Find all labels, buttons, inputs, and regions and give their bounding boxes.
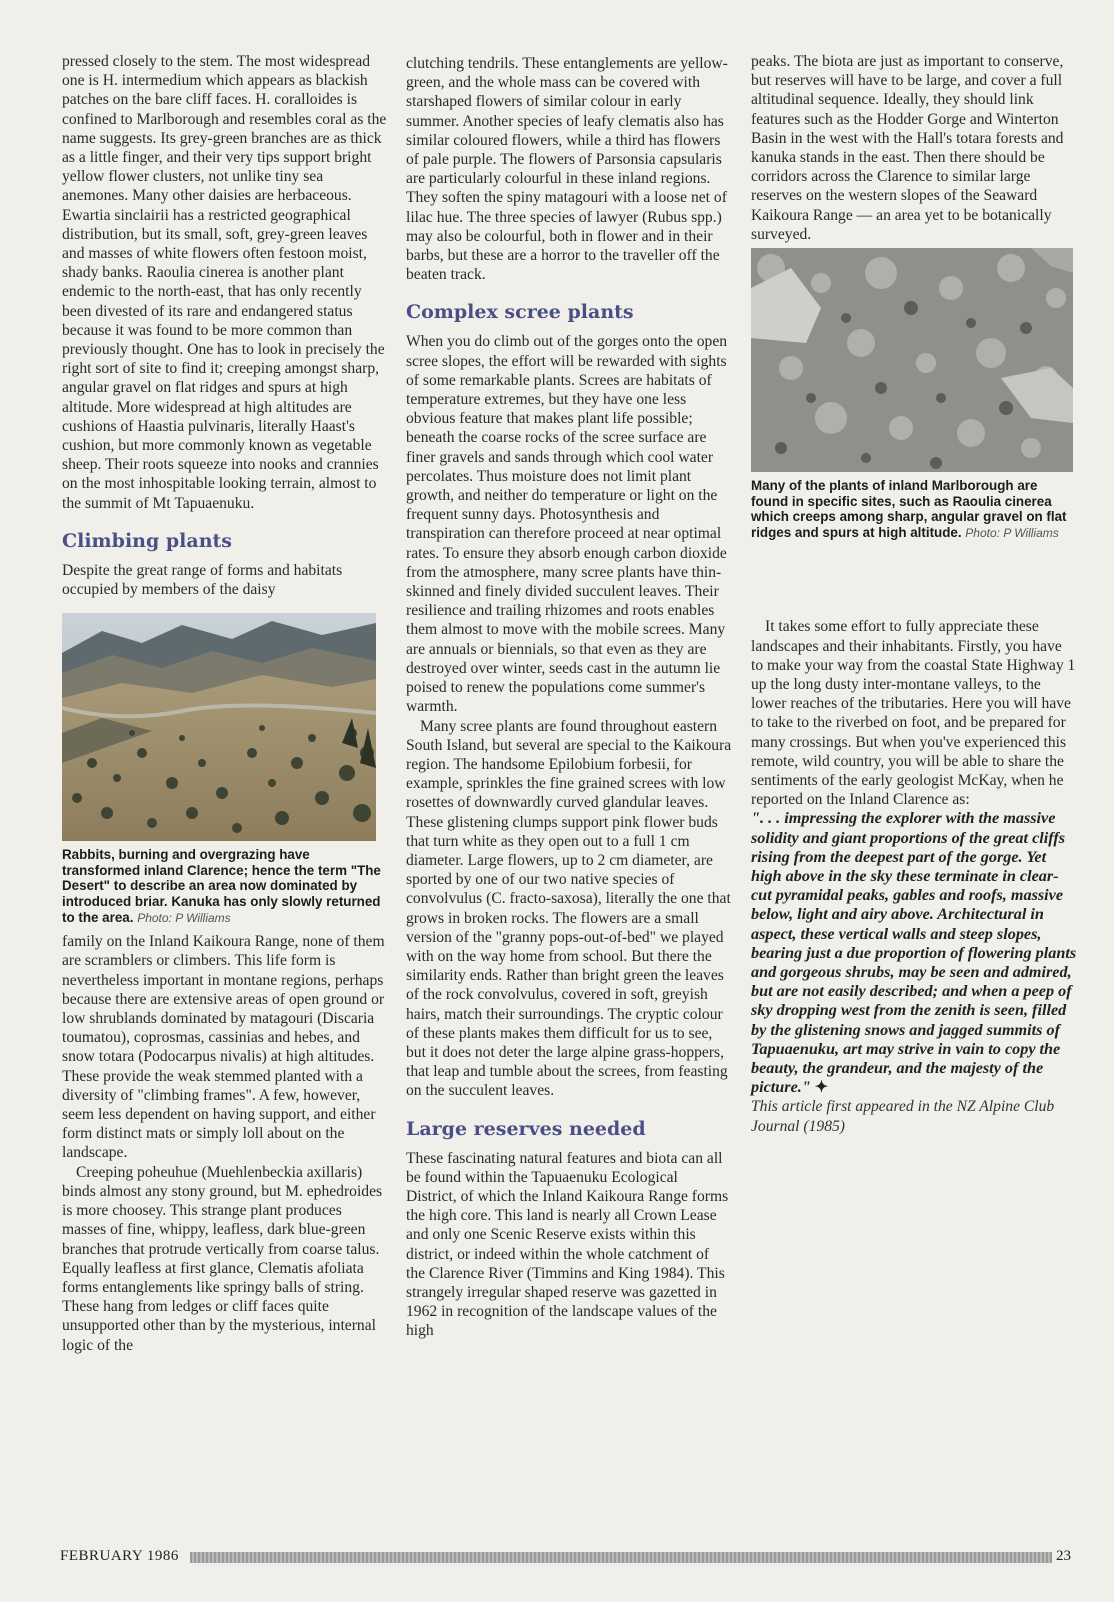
body-paragraph: Creeping poheuhue (Muehlenbeckia axillaris) binds almost any stony ground, but M. ephedroides is more choosey. This strange plant produces masses of fine, whippy, leafless, dark blue-green branches that protrude vertically from coarse talus. Equally leafless at first glance, Clematis afoliata forms entanglements like springy balls of string. These hang from ledges or cliff faces quite unsupported other than by the mysterious, internal logic of the: [62, 1163, 383, 1354]
section-heading-climbing-plants: Climbing plants: [62, 529, 232, 552]
photo-raoulia-cinerea: [751, 248, 1073, 472]
issue-date: FEBRUARY 1986: [60, 1548, 179, 1564]
photo-desert-landscape: [62, 613, 376, 841]
body-paragraph: clutching tendrils. These entanglements are yellow-green, and the whole mass can be covered with starshaped flowers of similar colour in early summer. Another species of leafy clematis also has similar coloured flowers, while a third has flowers of pale purple. The flowers of Parsonsia capsularis are particularly colourful in these inland regions. They soften the spiny matagouri with a loose net of lilac hue. The three species of lawyer (Rubus spp.) may also be colourful, both in flower and in their barbs, but these are a horror to the traveller off the beaten track.: [406, 55, 728, 284]
column-1: [62, 52, 388, 1355]
photo-caption: Many of the plants of inland Marlborough are found in specific sites, such as Raoulia cinerea which creeps among sharp, angular gravel on flat ridges and spurs at high altitude. Photo: P Williams: [751, 478, 1067, 540]
body-paragraph: Despite the great range of forms and habitats occupied by members of the daisy: [62, 561, 343, 599]
body-paragraph: When you do climb out of the gorges onto the open scree slopes, the effort will be rewarded with sights of some remarkable plants. Screes are habitats of temperature extremes, but they have one less obvious feature that makes plant life possible; beneath the coarse rocks of the scree surface are finer gravels and sands through which cool water percolates. Thus moisture does not limit plant growth, and neither do temperature or light on the frequent sunny days. Photosynthesis and transpiration can therefore proceed at near optimal rates. To ensure they absorb enough carbon dioxide from the atmosphere, many scree plants have thin-skinned and finely divided succulent leaves. Their resilience and trailing rhizomes and roots enables them almost to move with the mobile screes. Many are annuals or biennials, so that even as they are destroyed over winter, seeds cast in the autumn lie poised to renew the populations come summer's warmth.: [406, 333, 728, 716]
section-heading-large-reserves-needed: Large reserves needed: [406, 1117, 646, 1140]
body-paragraph: It takes some effort to fully appreciate these landscapes and their inhabitants. Firstly, you have to make your way from the coastal State Highway 1 up the long dusty inter-montane valleys, to the lower reaches of the tributaries. Here you will have to take to the riverbed on foot, and be prepared for many crossings. But when you've experienced this remote, wild country, you will be able to share the sentiments of the early geologist McKay, when he reported on the Inland Clarence as:: [751, 618, 1076, 809]
body-paragraph: family on the Inland Kaikoura Range, none of them are scramblers or climbers. This life form is nevertheless important in montane regions, perhaps because there are extensive areas of open ground or low shrublands dominated by matagouri (Discaria toumatou), coprosmas, cassinias and hebes, and snow totara (Podocarpus nivalis) at high altitudes. These provide the weak stemmed planted with a diversity of "climbing frames". A few, however, seem less dependent on having support, and either form distinct mats or simply loll about on the landscape.: [62, 933, 385, 1162]
photo-credit: Photo: P Williams: [965, 525, 1059, 540]
body-paragraph: pressed closely to the stem. The most widespread one is H. intermedium which appears as blackish patches on the bare cliff faces. H. coralloides is confined to Marlborough and resembles coral as the name suggests. Its grey-green branches are as thick as a little finger, and their very tips support bright yellow flower clusters, not unlike tiny sea anemones. Many other daisies are herbaceous. Ewartia sinclairii has a restricted geographical distribution, but its small, soft, grey-green leaves and masses of white flowers often festoon moist, shady banks. Raoulia cinerea is another plant endemic to the north-east, that has only recently been divested of its rare and endangered status because it was found to be more common than previously thought. One has to look in precisely the right sort of site to find it; creeping amongst sharp, angular gravel on flat ridges and spurs at high altitude. More widespread at high altitudes are cushions of Haastia pulvinaris, literally Haast's cushion, but more commonly known as vegetable sheep. Their roots squeeze into nooks and crannies on the most inhospitable looking terrain, almost to the summit of Mt Tapuaenuku.: [62, 53, 387, 512]
bird-icon: ✦: [814, 1079, 829, 1097]
photo-caption: Rabbits, burning and overgrazing have transformed inland Clarence; hence the term "The Desert" to describe an area now dominated by introduced briar. Kanuka has only slowly returned to the area. Photo: P Williams: [62, 847, 381, 925]
footer-rule: [190, 1552, 1052, 1563]
page-number: 23: [1056, 1548, 1071, 1564]
body-paragraph: These fascinating natural features and biota can all be found within the Tapuaenuku Ecological District, of which the Inland Kaikoura Range forms the high core. This land is nearly all Crown Lease and only one Scenic Reserve exists within this district, or indeed within the whole catchment of the Clarence River (Timmins and King 1984). This strangely irregular shaped reserve was gazetted in 1962 in recognition of the landscape values of the high: [406, 1149, 729, 1340]
photo-credit: Photo: P Williams: [137, 910, 231, 925]
footnote: This article first appeared in the NZ Alpine Club Journal (1985): [751, 1098, 1055, 1135]
column-2: [406, 54, 732, 1341]
column-3: [751, 52, 1077, 1136]
section-heading-complex-scree-plants: Complex scree plants: [406, 301, 634, 324]
body-paragraph: Many scree plants are found throughout eastern South Island, but several are special to the Kaikoura region. The handsome Epilobium forbesii, for example, sprinkles the fine grained screes with low rosettes of downwardly curved glandular leaves. These glistening clumps support pink flower buds that turn white as they open out to a full 1 cm diameter. Large flowers, up to 2 cm diameter, are sported by one of our two native species of convolvulus (C. fracto-saxosa), literally the one that grows in broken rocks. The flowers are a small version of the "granny pops-out-of-bed" we played with on the way home from school. But there the similarity ends. Rather than bright green the leaves of the rock convolvulus, covered in soft, greyish hairs, match their surroundings. The cryptic colour of these plants makes them difficult for us to see, but it does not deter the large alpine grass-hoppers, that leap and tumble about the screes, from feasting on the succulent leaves.: [406, 717, 732, 1100]
mckay-quote: ". . . impressing the explorer with the massive solidity and giant proportions of the great cliffs rising from the deepest part of the gorge. Yet high above in the sky these terminate in clear-cut pyramidal peaks, gables and roofs, massive below, light and airy above. Architectural in aspect, these vertical walls and steep slopes, bearing just a due proportion of flowering plants and gorgeous shrubs, may be seen and admired, but are not easily described; and when a peep of sky dropping west from the zenith is seen, filled by the glistening snows and jagged summits of Tapuaenuku, art may strive in vain to copy the beauty, the grandeur, and the majesty of the picture." ✦: [751, 809, 1077, 1097]
page-footer: [60, 1545, 1071, 1567]
body-paragraph: peaks. The biota are just as important to conserve, but reserves will have to be large, and cover a full altitudinal sequence. Ideally, they should link features such as the Hodder Gorge and Winterton Basin in the west with the Hall's totara forests and kanuka stands in the east. Then there should be corridors across the Clarence to similar large reserves on the western slopes of the Seaward Kaikoura Range — an area yet to be botanically surveyed.: [751, 53, 1064, 243]
